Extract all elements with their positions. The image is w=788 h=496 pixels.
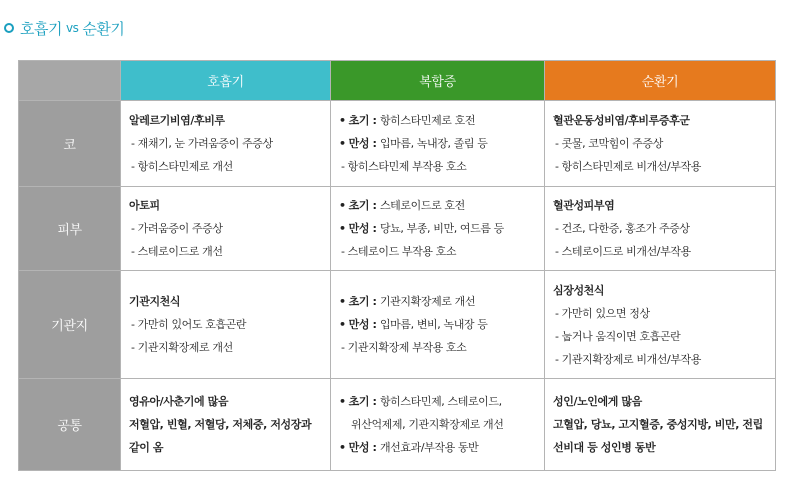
chronic-text: 개선효과/부작용 동반 bbox=[379, 441, 479, 454]
cell-title: 성인/노인에게 많음 bbox=[553, 395, 642, 408]
cell-item: - 항히스타민제로 개선 bbox=[131, 160, 233, 173]
side-effect-line: - 스테로이드 부작용 호소 bbox=[341, 245, 457, 258]
cell-title: 아토피 bbox=[129, 199, 160, 212]
cell-item: - 스테로이드로 비개선/부작용 bbox=[555, 245, 691, 258]
chronic-line bbox=[339, 436, 538, 459]
bullet-icon: • bbox=[339, 441, 346, 454]
cell-item: - 스테로이드로 개선 bbox=[131, 245, 223, 258]
chronic-line bbox=[339, 132, 538, 155]
bullet-icon: • bbox=[339, 222, 346, 235]
bullet-icon: • bbox=[339, 295, 346, 308]
table-row-skin bbox=[19, 187, 776, 271]
cell-item: - 항히스타민제로 비개선/부작용 bbox=[555, 160, 702, 173]
row-label-skin: 피부 bbox=[19, 187, 121, 271]
title-part1: 호흡기 bbox=[20, 19, 62, 38]
cell-title: 혈관성피부염 bbox=[553, 199, 615, 212]
early-line bbox=[339, 390, 538, 413]
side-effect-line: - 기관지확장제 부작용 호소 bbox=[341, 341, 467, 354]
cell-skin-combined bbox=[331, 187, 545, 271]
cell-item: - 콧물, 코막힘이 주증상 bbox=[555, 137, 663, 150]
early-text: 항히스타민제로 호전 bbox=[379, 114, 476, 127]
table-row-bronchi bbox=[19, 271, 776, 379]
comparison-table bbox=[18, 60, 776, 471]
chronic-label: 만성 : bbox=[348, 318, 380, 331]
chronic-label: 만성 : bbox=[348, 137, 380, 150]
title-part2: 순환기 bbox=[82, 19, 125, 38]
early-text: 항히스타민제, 스테로이드, bbox=[379, 395, 502, 408]
cell-common-respiratory bbox=[121, 379, 331, 471]
early-label: 초기 : bbox=[348, 295, 380, 308]
chronic-line bbox=[339, 313, 538, 336]
header-circulatory: 순환기 bbox=[545, 61, 776, 101]
cell-title: 기관지천식 bbox=[129, 295, 181, 308]
header-corner bbox=[19, 61, 121, 101]
chronic-line bbox=[339, 217, 538, 240]
cell-item: - 가만히 있으면 정상 bbox=[555, 306, 650, 320]
early-label: 초기 : bbox=[348, 199, 380, 212]
cell-common-combined bbox=[331, 379, 545, 471]
cell-item: - 눕거나 움직이면 호흡곤란 bbox=[555, 329, 681, 343]
bullet-icon: • bbox=[339, 137, 346, 150]
page-title bbox=[4, 16, 124, 40]
cell-nose-combined bbox=[331, 101, 545, 187]
bullet-icon: • bbox=[339, 318, 346, 331]
early-label: 초기 : bbox=[348, 114, 380, 127]
table-row-common bbox=[19, 379, 776, 471]
chronic-text: 입마름, 변비, 녹내장 등 bbox=[379, 318, 488, 331]
cell-common-circulatory bbox=[545, 379, 776, 471]
cell-bronchi-circulatory bbox=[545, 271, 776, 379]
side-effect-line: - 항히스타민제 부작용 호소 bbox=[341, 160, 467, 173]
cell-bronchi-combined bbox=[331, 271, 545, 379]
cell-item: - 가만히 있어도 호흡곤란 bbox=[131, 318, 247, 331]
cell-item: - 기관지확장제로 개선 bbox=[131, 341, 233, 354]
row-label-common: 공통 bbox=[19, 379, 121, 471]
cell-title: 혈관운동성비염/후비루증후군 bbox=[553, 114, 690, 127]
cell-skin-respiratory bbox=[121, 187, 331, 271]
circle-bullet-icon bbox=[4, 23, 14, 33]
cell-nose-respiratory bbox=[121, 101, 331, 187]
chronic-label: 만성 : bbox=[348, 441, 380, 454]
early-line bbox=[339, 109, 538, 132]
chronic-text: 당뇨, 부종, 비만, 여드름 등 bbox=[379, 222, 504, 235]
early-continuation bbox=[339, 413, 538, 436]
bullet-icon: • bbox=[339, 395, 346, 408]
cell-item: - 기관지확장제로 비개선/부작용 bbox=[555, 352, 702, 366]
cell-title: 알레르기비염/후비루 bbox=[129, 114, 225, 127]
cell-body: 고혈압, 당뇨, 고지혈증, 중성지방, 비만, 전립선비대 등 성인병 동반 bbox=[553, 418, 763, 454]
row-label-bronchi: 기관지 bbox=[19, 271, 121, 379]
early-label: 초기 : bbox=[348, 395, 380, 408]
cell-item: - 가려움증이 주증상 bbox=[131, 222, 223, 235]
cell-bronchi-respiratory bbox=[121, 271, 331, 379]
header-row bbox=[19, 61, 776, 101]
chronic-label: 만성 : bbox=[348, 222, 380, 235]
early-cont-text: 위산억제제, 기관지확장제로 개선 bbox=[351, 418, 504, 431]
early-text: 기관지확장제로 개선 bbox=[379, 295, 476, 308]
cell-title: 영유아/사춘기에 많음 bbox=[129, 395, 229, 408]
title-vs: vs bbox=[65, 21, 79, 35]
cell-body: 저혈압, 빈혈, 저혈당, 저체중, 저성장과 같이 옴 bbox=[129, 418, 312, 454]
early-line bbox=[339, 194, 538, 217]
cell-item: - 재채기, 눈 가려움증이 주증상 bbox=[131, 137, 273, 150]
table-row-nose bbox=[19, 101, 776, 187]
cell-title: 심장성천식 bbox=[553, 283, 605, 297]
bullet-icon: • bbox=[339, 199, 346, 212]
early-line bbox=[339, 290, 538, 313]
early-text: 스테로이드로 호전 bbox=[379, 199, 465, 212]
cell-item: - 건조, 다한증, 홍조가 주증상 bbox=[555, 222, 690, 235]
header-respiratory: 호흡기 bbox=[121, 61, 331, 101]
cell-nose-circulatory bbox=[545, 101, 776, 187]
bullet-icon: • bbox=[339, 114, 346, 127]
header-combined: 복합증 bbox=[331, 61, 545, 101]
cell-skin-circulatory bbox=[545, 187, 776, 271]
row-label-nose: 코 bbox=[19, 101, 121, 187]
chronic-text: 입마름, 녹내장, 졸림 등 bbox=[379, 137, 488, 150]
